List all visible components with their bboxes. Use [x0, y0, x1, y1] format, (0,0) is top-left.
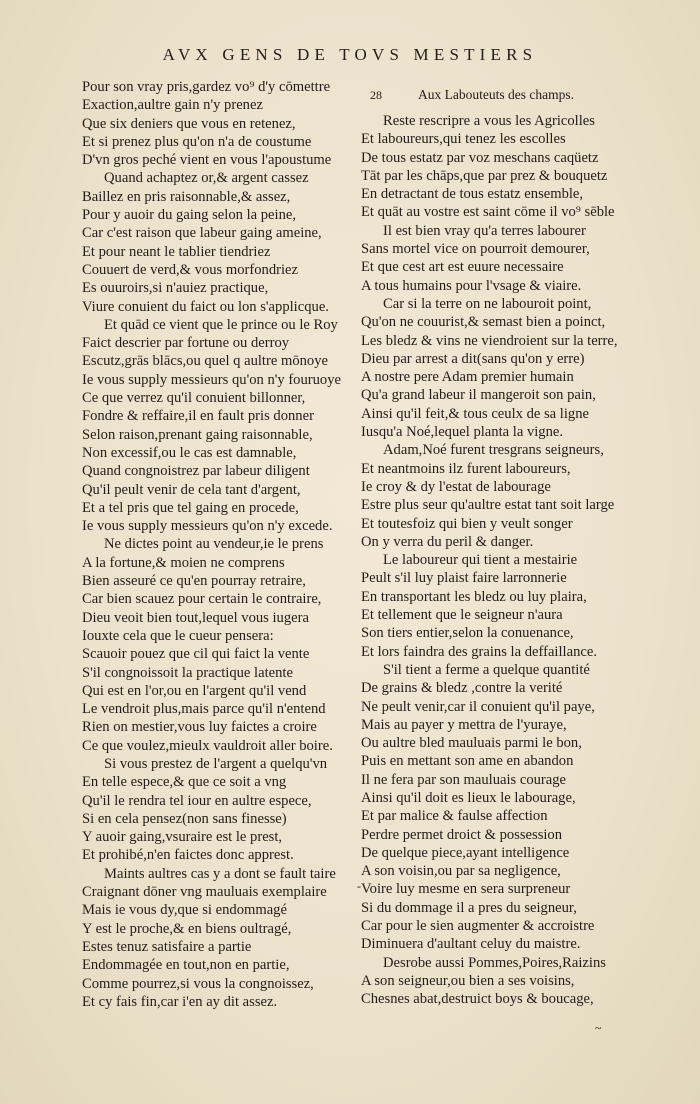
verse-line: Sans mortel vice on pourroit demourer,	[361, 241, 590, 258]
verse-line: Rien on mestier,vous luy faictes a croire	[82, 719, 317, 736]
verse-line: Pour y auoir du gaing selon la peine,	[82, 207, 296, 224]
verse-line: Ce que verrez qu'il conuient billonner,	[82, 390, 306, 407]
verse-line: Dieu veoit bien tout,lequel vous iugera	[82, 609, 309, 626]
section-title: Aux Labouteuts des champs.	[418, 87, 574, 102]
verse-line: Le vendroit plus,mais parce qu'il n'entend	[82, 701, 326, 718]
verse-line: Selon raison,prenant gaing raisonnable,	[82, 426, 313, 443]
verse-line: Reste rescripre a vous les Agricolles	[383, 113, 595, 129]
verse-line: Craignant dōner vng mauluais exemplaire	[82, 884, 327, 901]
verse-line: Il ne fera par son mauluais courage	[361, 771, 567, 788]
margin-dash-mark: ~	[595, 1021, 602, 1035]
verse-line: Car bien scauez pour certain le contraire,	[82, 591, 322, 608]
verse-line: Mais ie vous dy,que si endommagé	[82, 902, 287, 919]
verse-line: Fondre & reffaire,il en fault pris donner	[82, 408, 314, 425]
verse-line: Il est bien vray qu'a terres labourer	[383, 222, 586, 239]
verse-line: Baillez en pris raisonnable,& assez,	[82, 188, 291, 205]
verse-line: Mais au payer y mettra de l'yuraye,	[361, 716, 567, 733]
verse-line: Comme pourrez,si vous la congnoissez,	[82, 975, 314, 992]
verse-line: Viure conuient du faict ou lon s'applicque.	[82, 298, 329, 315]
verse-line: Son tiers entier,selon la conuenance,	[361, 625, 574, 642]
verse-line: A son seigneur,ou bien a ses voisins,	[361, 972, 575, 989]
folio-number: 28	[370, 88, 382, 102]
verse-line: En transportant les bledz ou luy plaira,	[361, 588, 587, 605]
verse-line: Exaction,aultre gain n'y prenez	[82, 97, 263, 114]
verse-line: Et lors faindra des grains la deffaillance.	[361, 643, 597, 660]
left-column	[82, 78, 358, 1011]
verse-line: Peult s'il luy plaist faire larronnerie	[361, 570, 567, 587]
verse-line: Puis en mettant son ame en abandon	[361, 753, 574, 770]
verse-line: Dieu par arrest a dit(sans qu'on y erre)	[361, 350, 585, 367]
verse-line: S'il tient a ferme a quelque quantité	[383, 661, 590, 678]
verse-line: Pour son vray pris,gardez vo⁹ d'y cōmettre	[82, 79, 331, 95]
verse-line: Que six deniers que vous en retenez,	[82, 115, 296, 132]
verse-line: Y est le proche,& en biens oultragé,	[82, 920, 292, 937]
verse-line: Ou aultre bled mauluais parmi le bon,	[361, 735, 582, 752]
verse-line: Et quāt au vostre est saint cōme il vo⁹ sēble	[361, 204, 615, 221]
verse-line: Ie vous supply messieurs qu'on n'y fouruoye	[82, 371, 341, 388]
verse-line: A nostre pere Adam premier humain	[361, 369, 574, 386]
verse-line: Faict descrier par fortune ou derroy	[82, 335, 290, 352]
verse-line: Et par malice & faulse affection	[361, 808, 548, 825]
verse-line: Endommagée en tout,non en partie,	[82, 957, 290, 974]
verse-line: Et tellement que le seigneur n'aura	[361, 607, 563, 624]
verse-line: Car pour le sien augmenter & accroistre	[361, 918, 595, 935]
verse-line: De grains & bledz ,contre la verité	[361, 680, 563, 697]
verse-line: Desrobe aussi Pommes,Poires,Raizins	[383, 954, 606, 971]
verse-line: Et toutesfoiz qui bien y veult songer	[361, 515, 573, 532]
verse-line: Bien asseuré ce qu'en pourray retraire,	[82, 573, 306, 590]
verse-line: A son voisin,ou par sa negligence,	[361, 863, 561, 880]
verse-line: Le laboureur qui tient a mestairie	[383, 552, 578, 569]
verse-line: Quand achaptez or,& argent cassez	[104, 170, 309, 187]
verse-line: Scauoir pouez que cil qui faict la vente	[82, 646, 310, 663]
verse-line: Estre plus seur qu'aultre estat tant soit large	[361, 497, 615, 514]
verse-line: Ce que voulez,mieulx vauldroit aller boire.	[82, 737, 333, 754]
verse-line: Si vous prestez de l'argent a quelqu'vn	[104, 755, 328, 772]
verse-line: Qu'on ne couurist,& semast bien a poinct,	[361, 314, 606, 331]
verse-line: Ne peult venir,car il conuient qu'il paye,	[361, 698, 595, 715]
verse-line: Diminuera d'aultant celuy du maistre.	[361, 936, 581, 953]
verse-line: Escutz,grās blācs,ou quel q aultre mōnoye	[82, 353, 328, 370]
verse-line: Qui est en l'or,ou en l'argent qu'il vend	[82, 682, 307, 699]
verse-line: Voire luy mesme en sera surpreneur	[361, 881, 571, 898]
verse-line: Ne dictes point au vendeur,ie le prens	[104, 536, 324, 553]
verse-line: S'il congnoissoit la practique latente	[82, 664, 293, 681]
verse-line: Qu'il le rendra tel iour en aultre espece,	[82, 792, 312, 809]
verse-line: Adam,Noé furent tresgrans seigneurs,	[383, 442, 604, 459]
verse-line: Iouxte cela que le cueur pensera:	[82, 627, 274, 644]
verse-line: Et laboureurs,qui tenez les escolles	[361, 131, 566, 148]
verse-line: Couuert de verd,& vous morfondriez	[82, 261, 299, 278]
verse-line: Quand congnoistrez par labeur diligent	[82, 463, 310, 480]
verse-line: Y auoir gaing,vsuraire est le prest,	[82, 829, 283, 846]
verse-line: Et a tel pris que tel gaing en procede,	[82, 499, 299, 516]
verse-line: Car c'est raison que labeur gaing ameine,	[82, 225, 322, 242]
verse-line: Perdre permet droict & possession	[361, 826, 563, 843]
verse-line: Si en cela pensez(non sans finesse)	[82, 810, 287, 827]
verse-line: Et pour neant le tablier tiendriez	[82, 243, 271, 260]
verse-line: En telle espece,& que ce soit a vng	[82, 774, 287, 791]
verse-line: Et cy fais fin,car i'en ay dit assez.	[82, 993, 278, 1010]
verse-line: Qu'il peult venir de cela tant d'argent,	[82, 481, 301, 498]
verse-line: On y verra du peril & danger.	[361, 533, 534, 550]
margin-dash-mark: -	[357, 879, 361, 893]
verse-line: A tous humains pour l'vsage & viaire.	[361, 277, 582, 294]
verse-line: Ainsi qu'il doit es lieux le labourage,	[361, 789, 576, 806]
verse-line: En detractant de tous estatz ensemble,	[361, 186, 584, 203]
running-head: AVX GENS DE TOVS MESTIERS	[162, 45, 538, 64]
verse-line: Et que cest art est euure necessaire	[361, 259, 564, 276]
verse-line: De quelque piece,ayant intelligence	[361, 844, 570, 861]
verse-line: Ie croy & dy l'estat de labourage	[361, 478, 551, 495]
verse-line: Iusqu'a Noé,lequel planta la vigne.	[361, 424, 564, 441]
verse-line: Estes tenuz satisfaire a partie	[82, 938, 252, 955]
verse-line: Ie vous supply messieurs qu'on n'y excede.	[82, 518, 333, 535]
verse-line: Maints aultres cas y a dont se fault taire	[104, 865, 336, 882]
verse-line: Qu'a grand labeur il mangeroit son pain,	[361, 387, 596, 404]
verse-line: Es ouuroirs,si n'auiez practique,	[82, 280, 269, 297]
verse-line: Tāt par les chāps,que par prez & bouquetz	[361, 167, 608, 184]
verse-line: Et quād ce vient que le prince ou le Roy	[104, 316, 338, 333]
verse-line: Et neantmoins ilz furent laboureurs,	[361, 460, 571, 477]
verse-line: Car si la terre on ne labouroit point,	[383, 295, 592, 312]
verse-line: Si du dommage il a pres du seigneur,	[361, 899, 577, 916]
verse-line: Ainsi qu'il feit,& tous ceulx de sa ligne	[361, 405, 589, 422]
verse-line: De tous estatz par voz meschans caqüetz	[361, 149, 599, 166]
verse-line: D'vn gros peché vient en vous l'apoustume	[82, 152, 332, 169]
verse-line: Chesnes abat,destruict boys & boucage,	[361, 991, 594, 1008]
verse-line: Et si prenez plus qu'on n'a de coustume	[82, 133, 312, 150]
verse-line: Non excessif,ou le cas est damnable,	[82, 444, 297, 461]
verse-line: Les bledz & vins ne viendroient sur la terre,	[361, 332, 618, 349]
verse-line: Et prohibé,n'en faictes donc apprest.	[82, 847, 294, 864]
verse-line: A la fortune,& moien ne comprens	[82, 554, 285, 571]
right-column	[361, 112, 641, 1009]
